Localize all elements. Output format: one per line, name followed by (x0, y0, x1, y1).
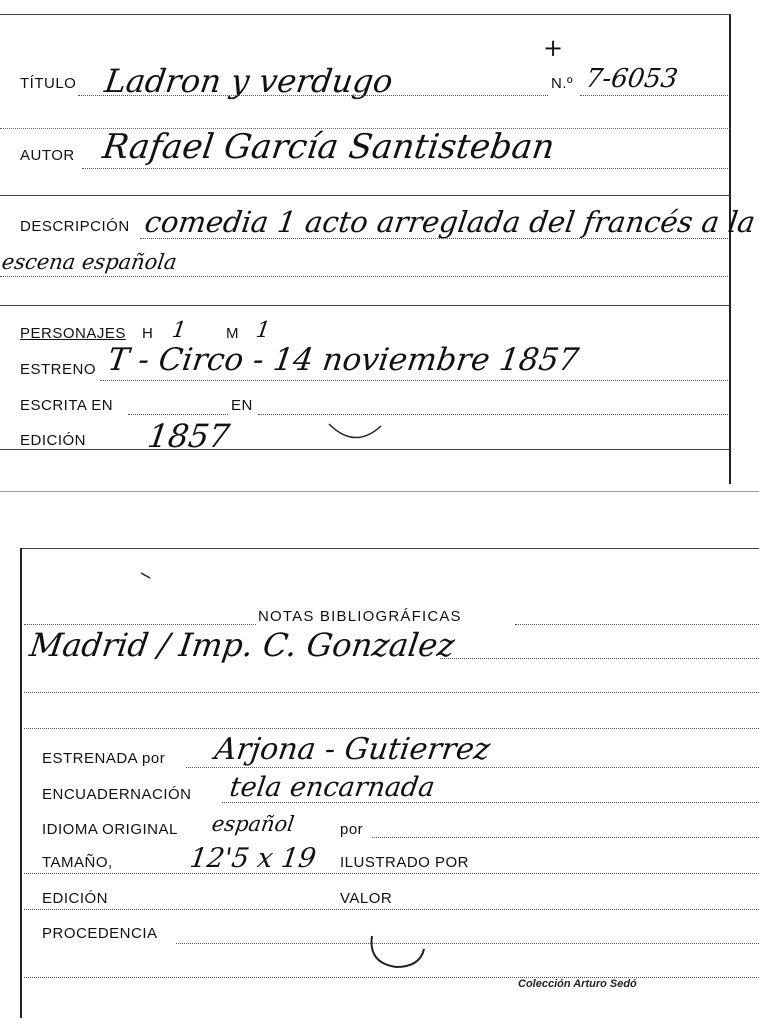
catalog-card-front (0, 0, 759, 492)
encuadernacion-value: tela encarnada (227, 772, 437, 803)
descripcion-dotted-line-2 (0, 276, 728, 277)
rule-line (0, 449, 730, 450)
autor-dotted-line (82, 168, 728, 169)
notas-value: Madrid / Imp. C. Gonzalez (27, 626, 458, 664)
notas-dotted-line-3 (24, 692, 759, 693)
descripcion-dotted-line (140, 238, 728, 239)
valor-label: VALOR (340, 890, 393, 907)
estrenada-dotted-line (186, 767, 759, 768)
notas-dotted-line-4 (24, 728, 759, 729)
personajes-m-value: 1 (254, 318, 272, 343)
cross-mark: + (543, 34, 564, 62)
estreno-label: ESTRENO (20, 361, 97, 378)
estreno-value: T - Circo - 14 noviembre 1857 (105, 342, 581, 378)
procedencia-dotted-line (176, 943, 759, 944)
notas-dotted-line-right (515, 624, 759, 625)
tamano-value: 12'5 x 19 (187, 843, 318, 874)
estrenada-value: Arjona - Gutierrez (212, 732, 493, 767)
rule-line (0, 195, 730, 196)
por-label: por (340, 821, 364, 838)
escrita-en-dotted-line (128, 414, 228, 415)
estrenada-label: ESTRENADA por (42, 750, 166, 767)
ilustrado-label: ILUSTRADO POR (340, 854, 470, 871)
titulo-dotted-line (78, 95, 548, 96)
card-back-top-border (22, 548, 759, 549)
punch-hole-arc (366, 933, 426, 973)
por-dotted-line (372, 837, 759, 838)
en-dotted-line (258, 414, 728, 415)
notas-title: NOTAS BIBLIOGRÁFICAS (258, 608, 462, 625)
card-back-left-border (20, 548, 22, 1018)
procedencia-label: PROCEDENCIA (42, 925, 158, 942)
encuadernacion-label: ENCUADERNACIÓN (42, 786, 192, 803)
numero-label: N.º (551, 75, 573, 92)
tick-mark (140, 572, 152, 580)
edicion-value: 1857 (145, 417, 233, 455)
edicion-back-dotted-line (24, 909, 759, 910)
escrita-en-label: ESCRITA EN (20, 397, 114, 414)
estreno-dotted-line (100, 380, 728, 381)
personajes-label: PERSONAJES (20, 325, 126, 342)
catalog-card-back (0, 540, 759, 1028)
card-front-bottom-edge (0, 491, 759, 492)
titulo-value: Ladron y verdugo (102, 62, 396, 100)
titulo-label: TÍTULO (20, 75, 77, 92)
descripcion-value-line2: escena española (0, 250, 179, 274)
idioma-value: español (210, 812, 296, 836)
tamano-dotted-line (24, 873, 759, 874)
coleccion-credit: Colección Arturo Sedó (518, 978, 637, 990)
descripcion-value-line1: comedia 1 acto arreglada del francés a la (142, 205, 758, 239)
autor-value: Rafael García Santisteban (100, 127, 557, 167)
descripcion-label: DESCRIPCIÓN (20, 218, 130, 235)
bottom-dotted-line (24, 977, 759, 978)
notas-dotted-line-left (24, 624, 256, 625)
autor-label: AUTOR (20, 147, 75, 164)
card-front-right-border (729, 14, 731, 484)
card-front-top-border (0, 14, 730, 15)
personajes-h-label: H (142, 325, 154, 342)
personajes-m-label: M (226, 325, 239, 342)
edicion-back-label: EDICIÓN (42, 890, 109, 907)
punch-hole-arc (325, 420, 385, 446)
rule-line (0, 305, 730, 306)
en-label: EN (231, 397, 253, 414)
notas-dotted-line-2 (440, 658, 759, 659)
tamano-label: TAMAÑO, (42, 854, 113, 871)
edicion-label: EDICIÓN (20, 432, 87, 449)
numero-dotted-line (580, 95, 728, 96)
numero-value: 7-6053 (583, 64, 680, 94)
personajes-h-value: 1 (170, 318, 188, 343)
idioma-label: IDIOMA ORIGINAL (42, 821, 178, 838)
encuadernacion-dotted-line (222, 802, 759, 803)
